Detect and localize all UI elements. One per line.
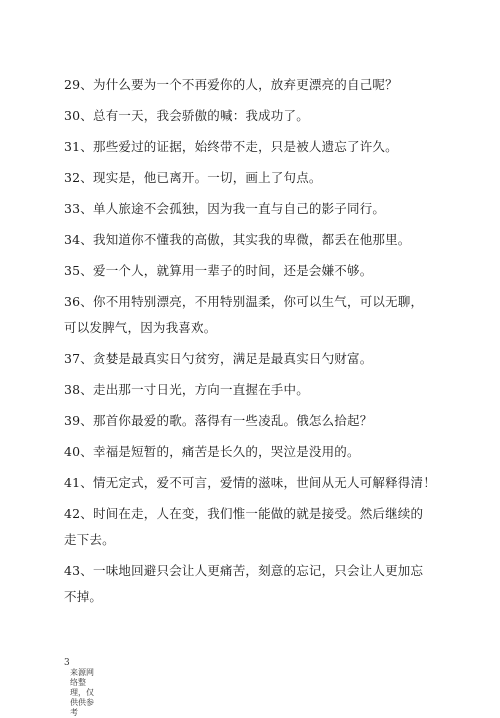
quote-line: 41、情无定式，爱不可言，爱情的滋味，世间从无人可解释得清！ — [64, 475, 436, 490]
quote-line: 43、一味地回避只会让人更痛苦，刻意的忘记，只会让人更加忘 — [64, 563, 424, 578]
quote-line: 40、幸福是短暂的，痛苦是长久的，哭泣是没用的。 — [64, 444, 360, 459]
quote-line-continuation: 走下去。 — [64, 532, 115, 547]
quote-line: 34、我知道你不懂我的高傲，其实我的卑微，都丢在他那里。 — [64, 232, 411, 247]
page-number: 3 — [64, 658, 70, 668]
quote-line: 32、现实是，他已离开。一切，画上了句点。 — [64, 170, 322, 185]
quote-line: 35、爱一个人，就算用一辈子的时间，还是会嫌不够。 — [64, 263, 373, 278]
quote-line: 36、你不用特别漂亮，不用特别温柔，你可以生气，可以无聊， — [64, 294, 424, 309]
quote-line: 29、为什么要为一个不再爱你的人，放弃更漂亮的自己呢？ — [64, 77, 398, 92]
quote-line: 37、贪婪是最真实日勺贫穷，满足是最真实日勺财富。 — [64, 351, 373, 366]
source-note: 来源网络整理，仅供供参考 — [70, 668, 94, 717]
quote-line-continuation: 可以发脾气，因为我喜欢。 — [64, 320, 217, 335]
quote-line: 30、总有一天，我会骄傲的喊：我成功了。 — [64, 108, 309, 123]
page-footer — [64, 658, 100, 718]
quote-list — [64, 75, 444, 607]
quote-line: 33、单人旅途不会孤独，因为我一直与自己的影子同行。 — [64, 201, 386, 216]
quote-line: 38、走出那一寸日光，方向一直握在手中。 — [64, 382, 309, 397]
quote-line: 31、那些爱过的证据，始终带不走，只是被人遗忘了许久。 — [64, 139, 398, 154]
quote-line: 39、那首你最爱的歌。落得有一些凌乱。俄怎么拾起？ — [64, 413, 373, 428]
quote-line: 42、时间在走，人在变，我们惟一能做的就是接受。然后继续的 — [64, 506, 424, 521]
quote-line-continuation: 不掉。 — [64, 589, 103, 604]
